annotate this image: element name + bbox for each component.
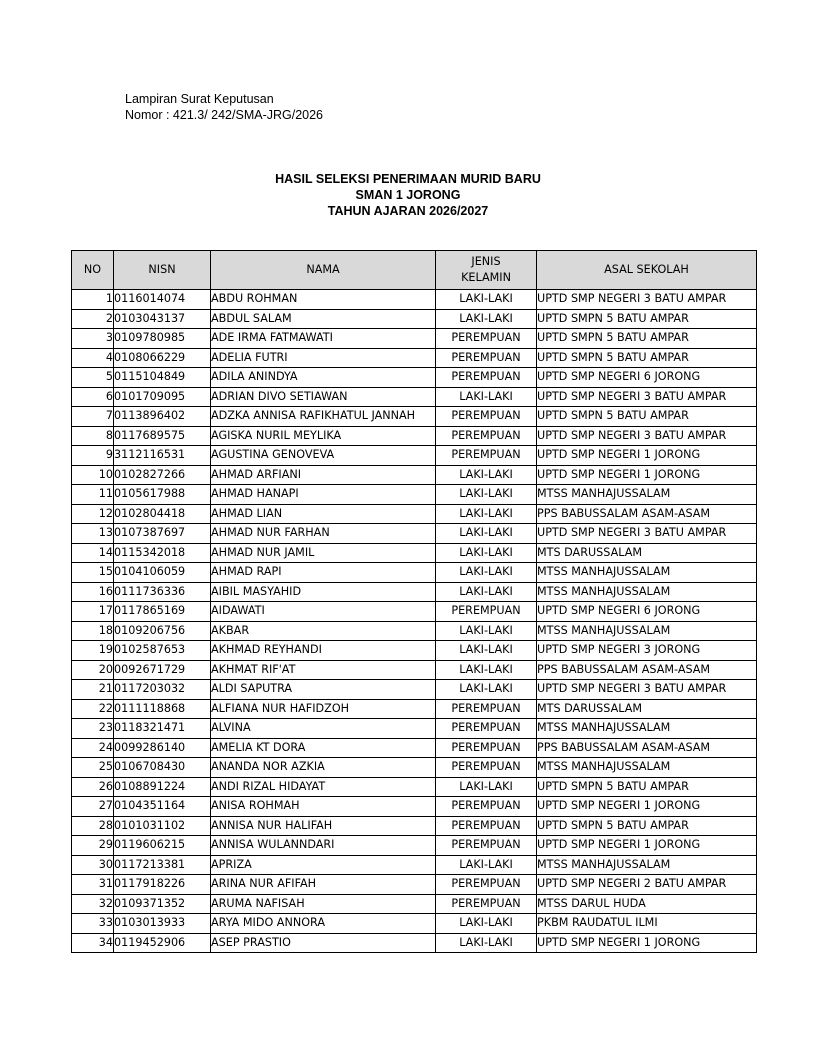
cell-asal-sekolah: UPTD SMPN 5 BATU AMPAR (537, 309, 757, 329)
cell-nama: ABDUL SALAM (211, 309, 436, 329)
cell-nisn: 0111118868 (114, 699, 211, 719)
cell-nama: AKHMAT RIF'AT (211, 660, 436, 680)
cell-jenis-kelamin: PEREMPUAN (436, 719, 537, 739)
cell-asal-sekolah: MTS DARUSSALAM (537, 543, 757, 563)
cell-nisn: 0116014074 (114, 290, 211, 310)
cell-no: 13 (72, 524, 114, 544)
header-asal-sekolah: ASAL SEKOLAH (537, 251, 757, 290)
cell-jenis-kelamin: PEREMPUAN (436, 816, 537, 836)
cell-jenis-kelamin: PEREMPUAN (436, 368, 537, 388)
table-row (72, 465, 757, 485)
cell-nama: ARINA NUR AFIFAH (211, 875, 436, 895)
cell-jenis-kelamin: PEREMPUAN (436, 446, 537, 466)
cell-jenis-kelamin: LAKI-LAKI (436, 855, 537, 875)
cell-nama: AHMAD NUR FARHAN (211, 524, 436, 544)
cell-jenis-kelamin: LAKI-LAKI (436, 309, 537, 329)
cell-no: 3 (72, 329, 114, 349)
cell-nama: AHMAD HANAPI (211, 485, 436, 505)
cell-asal-sekolah: MTSS MANHAJUSSALAM (537, 621, 757, 641)
cell-asal-sekolah: UPTD SMPN 5 BATU AMPAR (537, 777, 757, 797)
cell-jenis-kelamin: LAKI-LAKI (436, 680, 537, 700)
cell-no: 6 (72, 387, 114, 407)
cell-no: 27 (72, 797, 114, 817)
cell-nisn: 0113896402 (114, 407, 211, 427)
cell-no: 29 (72, 836, 114, 856)
cell-nama: AHMAD NUR JAMIL (211, 543, 436, 563)
cell-jenis-kelamin: LAKI-LAKI (436, 563, 537, 583)
table-row (72, 426, 757, 446)
cell-nama: AHMAD ARFIANI (211, 465, 436, 485)
cell-nisn: 0109780985 (114, 329, 211, 349)
document-heading (0, 171, 816, 219)
table-row (72, 348, 757, 368)
cell-nama: AIBIL MASYAHID (211, 582, 436, 602)
cell-asal-sekolah: UPTD SMP NEGERI 1 JORONG (537, 465, 757, 485)
cell-no: 15 (72, 563, 114, 583)
cell-jenis-kelamin: LAKI-LAKI (436, 641, 537, 661)
cell-nama: AHMAD RAPI (211, 563, 436, 583)
cell-jenis-kelamin: PEREMPUAN (436, 875, 537, 895)
cell-no: 12 (72, 504, 114, 524)
header-jenis-kelamin (436, 251, 537, 290)
cell-asal-sekolah: PKBM RAUDATUL ILMI (537, 914, 757, 934)
cell-nama: AKHMAD REYHANDI (211, 641, 436, 661)
cell-jenis-kelamin: LAKI-LAKI (436, 777, 537, 797)
cell-no: 28 (72, 816, 114, 836)
cell-nisn: 0119452906 (114, 933, 211, 953)
cell-nama: ARYA MIDO ANNORA (211, 914, 436, 934)
cell-nama: ALVINA (211, 719, 436, 739)
cell-asal-sekolah: UPTD SMP NEGERI 6 JORONG (537, 368, 757, 388)
cell-nisn: 0102587653 (114, 641, 211, 661)
cell-asal-sekolah: MTSS MANHAJUSSALAM (537, 719, 757, 739)
cell-nisn: 0117918226 (114, 875, 211, 895)
cell-nama: ADILA ANINDYA (211, 368, 436, 388)
table-row (72, 836, 757, 856)
header-no: NO (72, 251, 114, 290)
table-row (72, 407, 757, 427)
cell-nama: ANISA ROHMAH (211, 797, 436, 817)
cell-asal-sekolah: UPTD SMPN 5 BATU AMPAR (537, 329, 757, 349)
cell-asal-sekolah: UPTD SMP NEGERI 3 BATU AMPAR (537, 387, 757, 407)
cell-nama: ANNISA WULANNDARI (211, 836, 436, 856)
cell-jenis-kelamin: LAKI-LAKI (436, 504, 537, 524)
cell-jenis-kelamin: PEREMPUAN (436, 602, 537, 622)
cell-asal-sekolah: UPTD SMP NEGERI 1 JORONG (537, 933, 757, 953)
cell-no: 18 (72, 621, 114, 641)
table-row (72, 933, 757, 953)
cell-no: 1 (72, 290, 114, 310)
decree-number: Nomor : 421.3/ 242/SMA-JRG/2026 (125, 108, 324, 122)
cell-asal-sekolah: MTSS MANHAJUSSALAM (537, 563, 757, 583)
cell-nama: ASEP PRASTIO (211, 933, 436, 953)
cell-nisn: 0103043137 (114, 309, 211, 329)
cell-jenis-kelamin: PEREMPUAN (436, 797, 537, 817)
cell-nisn: 0111736336 (114, 582, 211, 602)
table-row (72, 485, 757, 505)
cell-jenis-kelamin: LAKI-LAKI (436, 621, 537, 641)
header-nisn: NISN (114, 251, 211, 290)
table-row (72, 446, 757, 466)
cell-nama: AGUSTINA GENOVEVA (211, 446, 436, 466)
cell-asal-sekolah: UPTD SMPN 5 BATU AMPAR (537, 348, 757, 368)
cell-jenis-kelamin: LAKI-LAKI (436, 465, 537, 485)
table-row (72, 309, 757, 329)
cell-no: 33 (72, 914, 114, 934)
cell-no: 32 (72, 894, 114, 914)
cell-no: 25 (72, 758, 114, 778)
cell-nisn: 0101709095 (114, 387, 211, 407)
cell-nama: APRIZA (211, 855, 436, 875)
cell-nisn: 0115104849 (114, 368, 211, 388)
table-row (72, 660, 757, 680)
cell-nama: ADRIAN DIVO SETIAWAN (211, 387, 436, 407)
cell-nisn: 0104351164 (114, 797, 211, 817)
table-row (72, 329, 757, 349)
table-row (72, 914, 757, 934)
cell-jenis-kelamin: PEREMPUAN (436, 894, 537, 914)
table-row (72, 797, 757, 817)
table-body (72, 290, 757, 953)
cell-jenis-kelamin: LAKI-LAKI (436, 485, 537, 505)
cell-nisn: 0102827266 (114, 465, 211, 485)
cell-nisn: 0117865169 (114, 602, 211, 622)
cell-nisn: 0118321471 (114, 719, 211, 739)
cell-nama: AHMAD LIAN (211, 504, 436, 524)
cell-asal-sekolah: MTSS MANHAJUSSALAM (537, 855, 757, 875)
heading-school: SMAN 1 JORONG (355, 188, 461, 202)
cell-asal-sekolah: UPTD SMP NEGERI 3 BATU AMPAR (537, 680, 757, 700)
cell-jenis-kelamin: LAKI-LAKI (436, 290, 537, 310)
cell-nisn: 0117203032 (114, 680, 211, 700)
cell-jenis-kelamin: LAKI-LAKI (436, 582, 537, 602)
cell-nisn: 0119606215 (114, 836, 211, 856)
cell-no: 30 (72, 855, 114, 875)
cell-jenis-kelamin: PEREMPUAN (436, 836, 537, 856)
table-row (72, 719, 757, 739)
cell-no: 17 (72, 602, 114, 622)
table-row (72, 699, 757, 719)
cell-nisn: 0092671729 (114, 660, 211, 680)
cell-asal-sekolah: MTSS MANHAJUSSALAM (537, 582, 757, 602)
cell-asal-sekolah: MTSS MANHAJUSSALAM (537, 758, 757, 778)
header-jenis-label: JENIS (471, 255, 501, 268)
cell-jenis-kelamin: PEREMPUAN (436, 738, 537, 758)
cell-no: 34 (72, 933, 114, 953)
table-row (72, 582, 757, 602)
cell-asal-sekolah: UPTD SMP NEGERI 1 JORONG (537, 836, 757, 856)
cell-nisn: 0107387697 (114, 524, 211, 544)
cell-no: 24 (72, 738, 114, 758)
selection-results-table (71, 250, 757, 953)
cell-nisn: 0108066229 (114, 348, 211, 368)
cell-nisn: 0099286140 (114, 738, 211, 758)
table-row (72, 855, 757, 875)
cell-jenis-kelamin: PEREMPUAN (436, 426, 537, 446)
header-nama: NAMA (211, 251, 436, 290)
cell-jenis-kelamin: PEREMPUAN (436, 699, 537, 719)
cell-no: 19 (72, 641, 114, 661)
cell-no: 4 (72, 348, 114, 368)
cell-asal-sekolah: PPS BABUSSALAM ASAM-ASAM (537, 504, 757, 524)
cell-no: 7 (72, 407, 114, 427)
cell-no: 16 (72, 582, 114, 602)
cell-asal-sekolah: UPTD SMP NEGERI 3 BATU AMPAR (537, 426, 757, 446)
cell-nama: ABDU ROHMAN (211, 290, 436, 310)
cell-nisn: 0101031102 (114, 816, 211, 836)
cell-no: 22 (72, 699, 114, 719)
cell-nama: ADE IRMA FATMAWATI (211, 329, 436, 349)
cell-jenis-kelamin: LAKI-LAKI (436, 543, 537, 563)
cell-nama: ADELIA FUTRI (211, 348, 436, 368)
cell-nisn: 0105617988 (114, 485, 211, 505)
cell-nama: AGISKA NURIL MEYLIKA (211, 426, 436, 446)
table-row (72, 777, 757, 797)
table-row (72, 290, 757, 310)
cell-asal-sekolah: MTSS MANHAJUSSALAM (537, 485, 757, 505)
cell-nisn: 0103013933 (114, 914, 211, 934)
table-row (72, 504, 757, 524)
cell-nama: ANDI RIZAL HIDAYAT (211, 777, 436, 797)
cell-nama: ANNISA NUR HALIFAH (211, 816, 436, 836)
cell-no: 11 (72, 485, 114, 505)
cell-nama: AMELIA KT DORA (211, 738, 436, 758)
cell-asal-sekolah: UPTD SMP NEGERI 3 BATU AMPAR (537, 290, 757, 310)
cell-jenis-kelamin: PEREMPUAN (436, 407, 537, 427)
heading-academic-year: TAHUN AJARAN 2026/2027 (327, 204, 489, 218)
cell-asal-sekolah: PPS BABUSSALAM ASAM-ASAM (537, 660, 757, 680)
cell-nisn: 0108891224 (114, 777, 211, 797)
cell-jenis-kelamin: LAKI-LAKI (436, 387, 537, 407)
table-row (72, 621, 757, 641)
table-row (72, 738, 757, 758)
cell-jenis-kelamin: LAKI-LAKI (436, 933, 537, 953)
cell-asal-sekolah: UPTD SMP NEGERI 6 JORONG (537, 602, 757, 622)
cell-nisn: 0102804418 (114, 504, 211, 524)
cell-nama: ALFIANA NUR HAFIDZOH (211, 699, 436, 719)
cell-no: 9 (72, 446, 114, 466)
heading-title: HASIL SELEKSI PENERIMAAN MURID BARU (275, 172, 541, 186)
attachment-reference (125, 91, 323, 123)
cell-asal-sekolah: UPTD SMP NEGERI 1 JORONG (537, 797, 757, 817)
table-row (72, 387, 757, 407)
cell-nama: ANANDA NOR AZKIA (211, 758, 436, 778)
cell-nisn: 3112116531 (114, 446, 211, 466)
cell-asal-sekolah: UPTD SMP NEGERI 1 JORONG (537, 446, 757, 466)
cell-nisn: 0117213381 (114, 855, 211, 875)
cell-nama: AIDAWATI (211, 602, 436, 622)
cell-asal-sekolah: UPTD SMPN 5 BATU AMPAR (537, 407, 757, 427)
cell-nama: ADZKA ANNISA RAFIKHATUL JANNAH (211, 407, 436, 427)
cell-nisn: 0117689575 (114, 426, 211, 446)
header-kelamin-label: KELAMIN (461, 271, 511, 284)
cell-no: 14 (72, 543, 114, 563)
cell-no: 23 (72, 719, 114, 739)
cell-asal-sekolah: UPTD SMP NEGERI 3 JORONG (537, 641, 757, 661)
cell-nisn: 0106708430 (114, 758, 211, 778)
table-row (72, 602, 757, 622)
cell-jenis-kelamin: PEREMPUAN (436, 758, 537, 778)
cell-jenis-kelamin: LAKI-LAKI (436, 524, 537, 544)
cell-no: 26 (72, 777, 114, 797)
cell-no: 8 (72, 426, 114, 446)
cell-no: 31 (72, 875, 114, 895)
cell-nama: ALDI SAPUTRA (211, 680, 436, 700)
cell-nisn: 0115342018 (114, 543, 211, 563)
cell-nisn: 0109371352 (114, 894, 211, 914)
cell-no: 21 (72, 680, 114, 700)
table-row (72, 894, 757, 914)
table-row (72, 758, 757, 778)
cell-jenis-kelamin: PEREMPUAN (436, 329, 537, 349)
cell-nisn: 0109206756 (114, 621, 211, 641)
cell-asal-sekolah: UPTD SMPN 5 BATU AMPAR (537, 816, 757, 836)
cell-nisn: 0104106059 (114, 563, 211, 583)
cell-jenis-kelamin: LAKI-LAKI (436, 660, 537, 680)
table-row (72, 524, 757, 544)
table-row (72, 641, 757, 661)
cell-nama: ARUMA NAFISAH (211, 894, 436, 914)
table-row (72, 543, 757, 563)
attachment-title: Lampiran Surat Keputusan (125, 92, 274, 106)
cell-no: 20 (72, 660, 114, 680)
cell-asal-sekolah: MTSS DARUL HUDA (537, 894, 757, 914)
table-row (72, 563, 757, 583)
cell-asal-sekolah: UPTD SMP NEGERI 2 BATU AMPAR (537, 875, 757, 895)
cell-asal-sekolah: UPTD SMP NEGERI 3 BATU AMPAR (537, 524, 757, 544)
cell-jenis-kelamin: LAKI-LAKI (436, 914, 537, 934)
cell-asal-sekolah: PPS BABUSSALAM ASAM-ASAM (537, 738, 757, 758)
table-row (72, 875, 757, 895)
cell-no: 5 (72, 368, 114, 388)
table-row (72, 368, 757, 388)
cell-no: 10 (72, 465, 114, 485)
cell-jenis-kelamin: PEREMPUAN (436, 348, 537, 368)
cell-no: 2 (72, 309, 114, 329)
table-row (72, 816, 757, 836)
table-row (72, 680, 757, 700)
cell-asal-sekolah: MTS DARUSSALAM (537, 699, 757, 719)
cell-nama: AKBAR (211, 621, 436, 641)
table-header-row (72, 251, 757, 290)
